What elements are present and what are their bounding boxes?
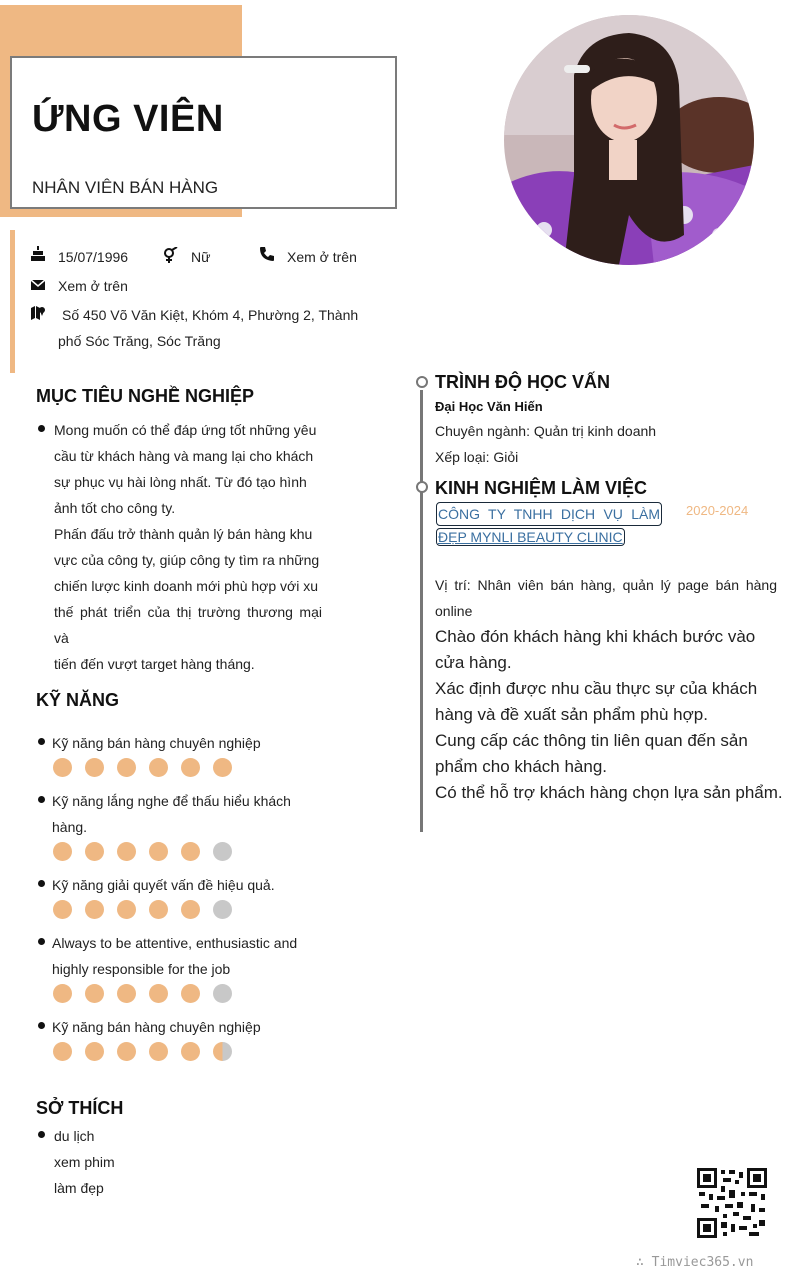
rating-dot [149, 758, 168, 777]
skill-line: Kỹ năng bán hàng chuyên nghiệp [52, 1019, 261, 1035]
phone-value: Xem ở trên [287, 249, 357, 265]
skill-5-rating [53, 1042, 232, 1061]
skill-line: Always to be attentive, enthusiastic and [52, 935, 298, 951]
skills-title: KỸ NĂNG [36, 690, 120, 710]
map-marker-icon [30, 305, 46, 321]
avatar [504, 15, 754, 265]
duty-line: hàng và đề xuất sản phẩm phù hợp. [435, 705, 708, 724]
address-line-1: Số 450 Võ Văn Kiệt, Khóm 4, Phường 2, Thành [62, 307, 359, 323]
experience-years: 2020-2024 [686, 503, 749, 518]
rating-dot [213, 758, 232, 777]
address-row [30, 302, 370, 358]
education-title: TRÌNH ĐỘ HỌC VẤN [435, 372, 610, 392]
hobby-item: du lịch [54, 1128, 95, 1144]
rating-dot [181, 842, 200, 861]
rating-dot [149, 842, 168, 861]
email-row [30, 273, 230, 299]
hobby-bullet [38, 1131, 45, 1138]
email-value: Xem ở trên [58, 278, 128, 294]
timeline-line [420, 390, 423, 832]
rating-dot [149, 1042, 168, 1061]
objective-text [54, 417, 322, 677]
rating-dot [85, 842, 104, 861]
birthday-value: 15/07/1996 [58, 249, 129, 265]
skill-3-rating [53, 900, 232, 919]
skill-line: hàng. [52, 819, 88, 835]
duty-line: Có thể hỗ trợ khách hàng chọn lựa sản phẩm. [435, 783, 783, 802]
experience-title: KINH NGHIỆM LÀM VIỆC [435, 478, 648, 498]
rating-dot [117, 984, 136, 1003]
rating-dot [213, 900, 232, 919]
rating-dot [181, 984, 200, 1003]
duty-line: Xác định được nhu cầu thực sự của khách [435, 679, 758, 698]
rating-dot [117, 842, 136, 861]
rating-dot [53, 758, 72, 777]
contact-accent-bar [10, 230, 15, 373]
objective-line: chiến lược kinh doanh mới phù hợp với xu [54, 578, 319, 594]
skill-bullet [38, 1022, 45, 1029]
company-line: ĐẸP MYNLI BEAUTY CLINIC [438, 529, 623, 545]
objective-line: Phấn đấu trở thành quản lý bán hàng khu [54, 526, 313, 542]
candidate-position: NHÂN VIÊN BÁN HÀNG [32, 178, 219, 197]
education-grade: Xếp loại: Giỏi [435, 449, 519, 465]
hobbies-title: SỞ THÍCH [36, 1098, 124, 1118]
candidate-name: ỨNG VIÊN [32, 98, 224, 140]
skill-4-label [52, 930, 322, 982]
objective-line: Mong muốn có thể đáp ứng tốt những yêu [54, 422, 317, 438]
rating-dot [53, 1042, 72, 1061]
rating-dot [181, 1042, 200, 1061]
hobby-item: làm đẹp [54, 1180, 104, 1196]
rating-dot [53, 984, 72, 1003]
birthday-row [30, 244, 160, 270]
skill-2-rating [53, 842, 232, 861]
header-box [10, 56, 397, 209]
rating-dot [85, 900, 104, 919]
objective-title: MỤC TIÊU NGHỀ NGHIỆP [36, 386, 255, 406]
skill-bullet [38, 938, 45, 945]
objective-line: vực của công ty, giúp công ty tìm ra những [54, 552, 320, 568]
hobby-item: xem phim [54, 1154, 115, 1170]
objective-line: ảnh tốt cho công ty. [54, 500, 176, 516]
objective-bullet [38, 425, 45, 432]
skill-line: highly responsible for the job [52, 961, 231, 977]
envelope-icon [30, 277, 46, 293]
gender-icon [163, 247, 179, 263]
education-major: Chuyên ngành: Quản trị kinh doanh [435, 423, 657, 439]
rating-dot [117, 900, 136, 919]
skill-bullet [38, 738, 45, 745]
rating-dot [117, 1042, 136, 1061]
rating-dot [85, 758, 104, 777]
skill-1-label [52, 730, 322, 756]
education-school: Đại Học Văn Hiến [435, 399, 543, 414]
rating-dot [181, 758, 200, 777]
rating-dot [53, 842, 72, 861]
role-line: Vị trí: Nhân viên bán hàng, quản lý page bán hàng [435, 577, 777, 593]
skill-4-rating [53, 984, 232, 1003]
experience-company[interactable] [436, 502, 664, 548]
duty-line: cửa hàng. [435, 653, 512, 672]
rating-dot [85, 984, 104, 1003]
timeline-node [416, 376, 428, 388]
timeline-node [416, 481, 428, 493]
footer-brand: ∴ Timviec365.vn [636, 1255, 754, 1270]
skill-3-label [52, 872, 322, 898]
company-line: CÔNG TY TNHH DỊCH VỤ LÀM [436, 502, 662, 526]
rating-dot [213, 1042, 232, 1061]
gender-value: Nữ [191, 249, 211, 265]
skill-bullet [38, 796, 45, 803]
rating-dot [213, 984, 232, 1003]
skill-line: Kỹ năng bán hàng chuyên nghiệp [52, 735, 261, 751]
skill-1-rating [53, 758, 232, 777]
phone-row [259, 244, 379, 270]
phone-icon [259, 246, 275, 262]
skill-line: Kỹ năng giải quyết vấn đề hiệu quả. [52, 877, 275, 893]
objective-line: sự phục vụ hài lòng nhất. Từ đó tạo hình [54, 474, 307, 490]
address-line-2: phố Sóc Trăng, Sóc Trăng [58, 333, 221, 349]
rating-dot [213, 842, 232, 861]
rating-dot [85, 1042, 104, 1061]
skill-line: Kỹ năng lắng nghe để thấu hiểu khách [52, 793, 291, 809]
rating-dot [53, 900, 72, 919]
rating-dot [149, 984, 168, 1003]
role-line: online [435, 603, 473, 619]
qr-code [697, 1168, 767, 1238]
hobbies-list [54, 1123, 254, 1201]
birthday-cake-icon [30, 246, 46, 262]
objective-line: tiến đến vượt target hàng tháng. [54, 656, 255, 672]
duty-line: Cung cấp các thông tin liên quan đến sản [435, 731, 748, 750]
skill-5-label [52, 1014, 322, 1040]
objective-line: cầu từ khách hàng và mang lại cho khách [54, 448, 314, 464]
experience-role [435, 572, 777, 624]
skill-2-label [52, 788, 322, 840]
experience-duties [435, 624, 785, 806]
rating-dot [149, 900, 168, 919]
rating-dot [117, 758, 136, 777]
gender-row [163, 244, 243, 270]
rating-dot [181, 900, 200, 919]
skill-bullet [38, 880, 45, 887]
duty-line: phẩm cho khách hàng. [435, 757, 608, 776]
duty-line: Chào đón khách hàng khi khách bước vào [435, 627, 756, 646]
objective-line: thế phát triển của thị trường thương mại và [54, 604, 322, 646]
